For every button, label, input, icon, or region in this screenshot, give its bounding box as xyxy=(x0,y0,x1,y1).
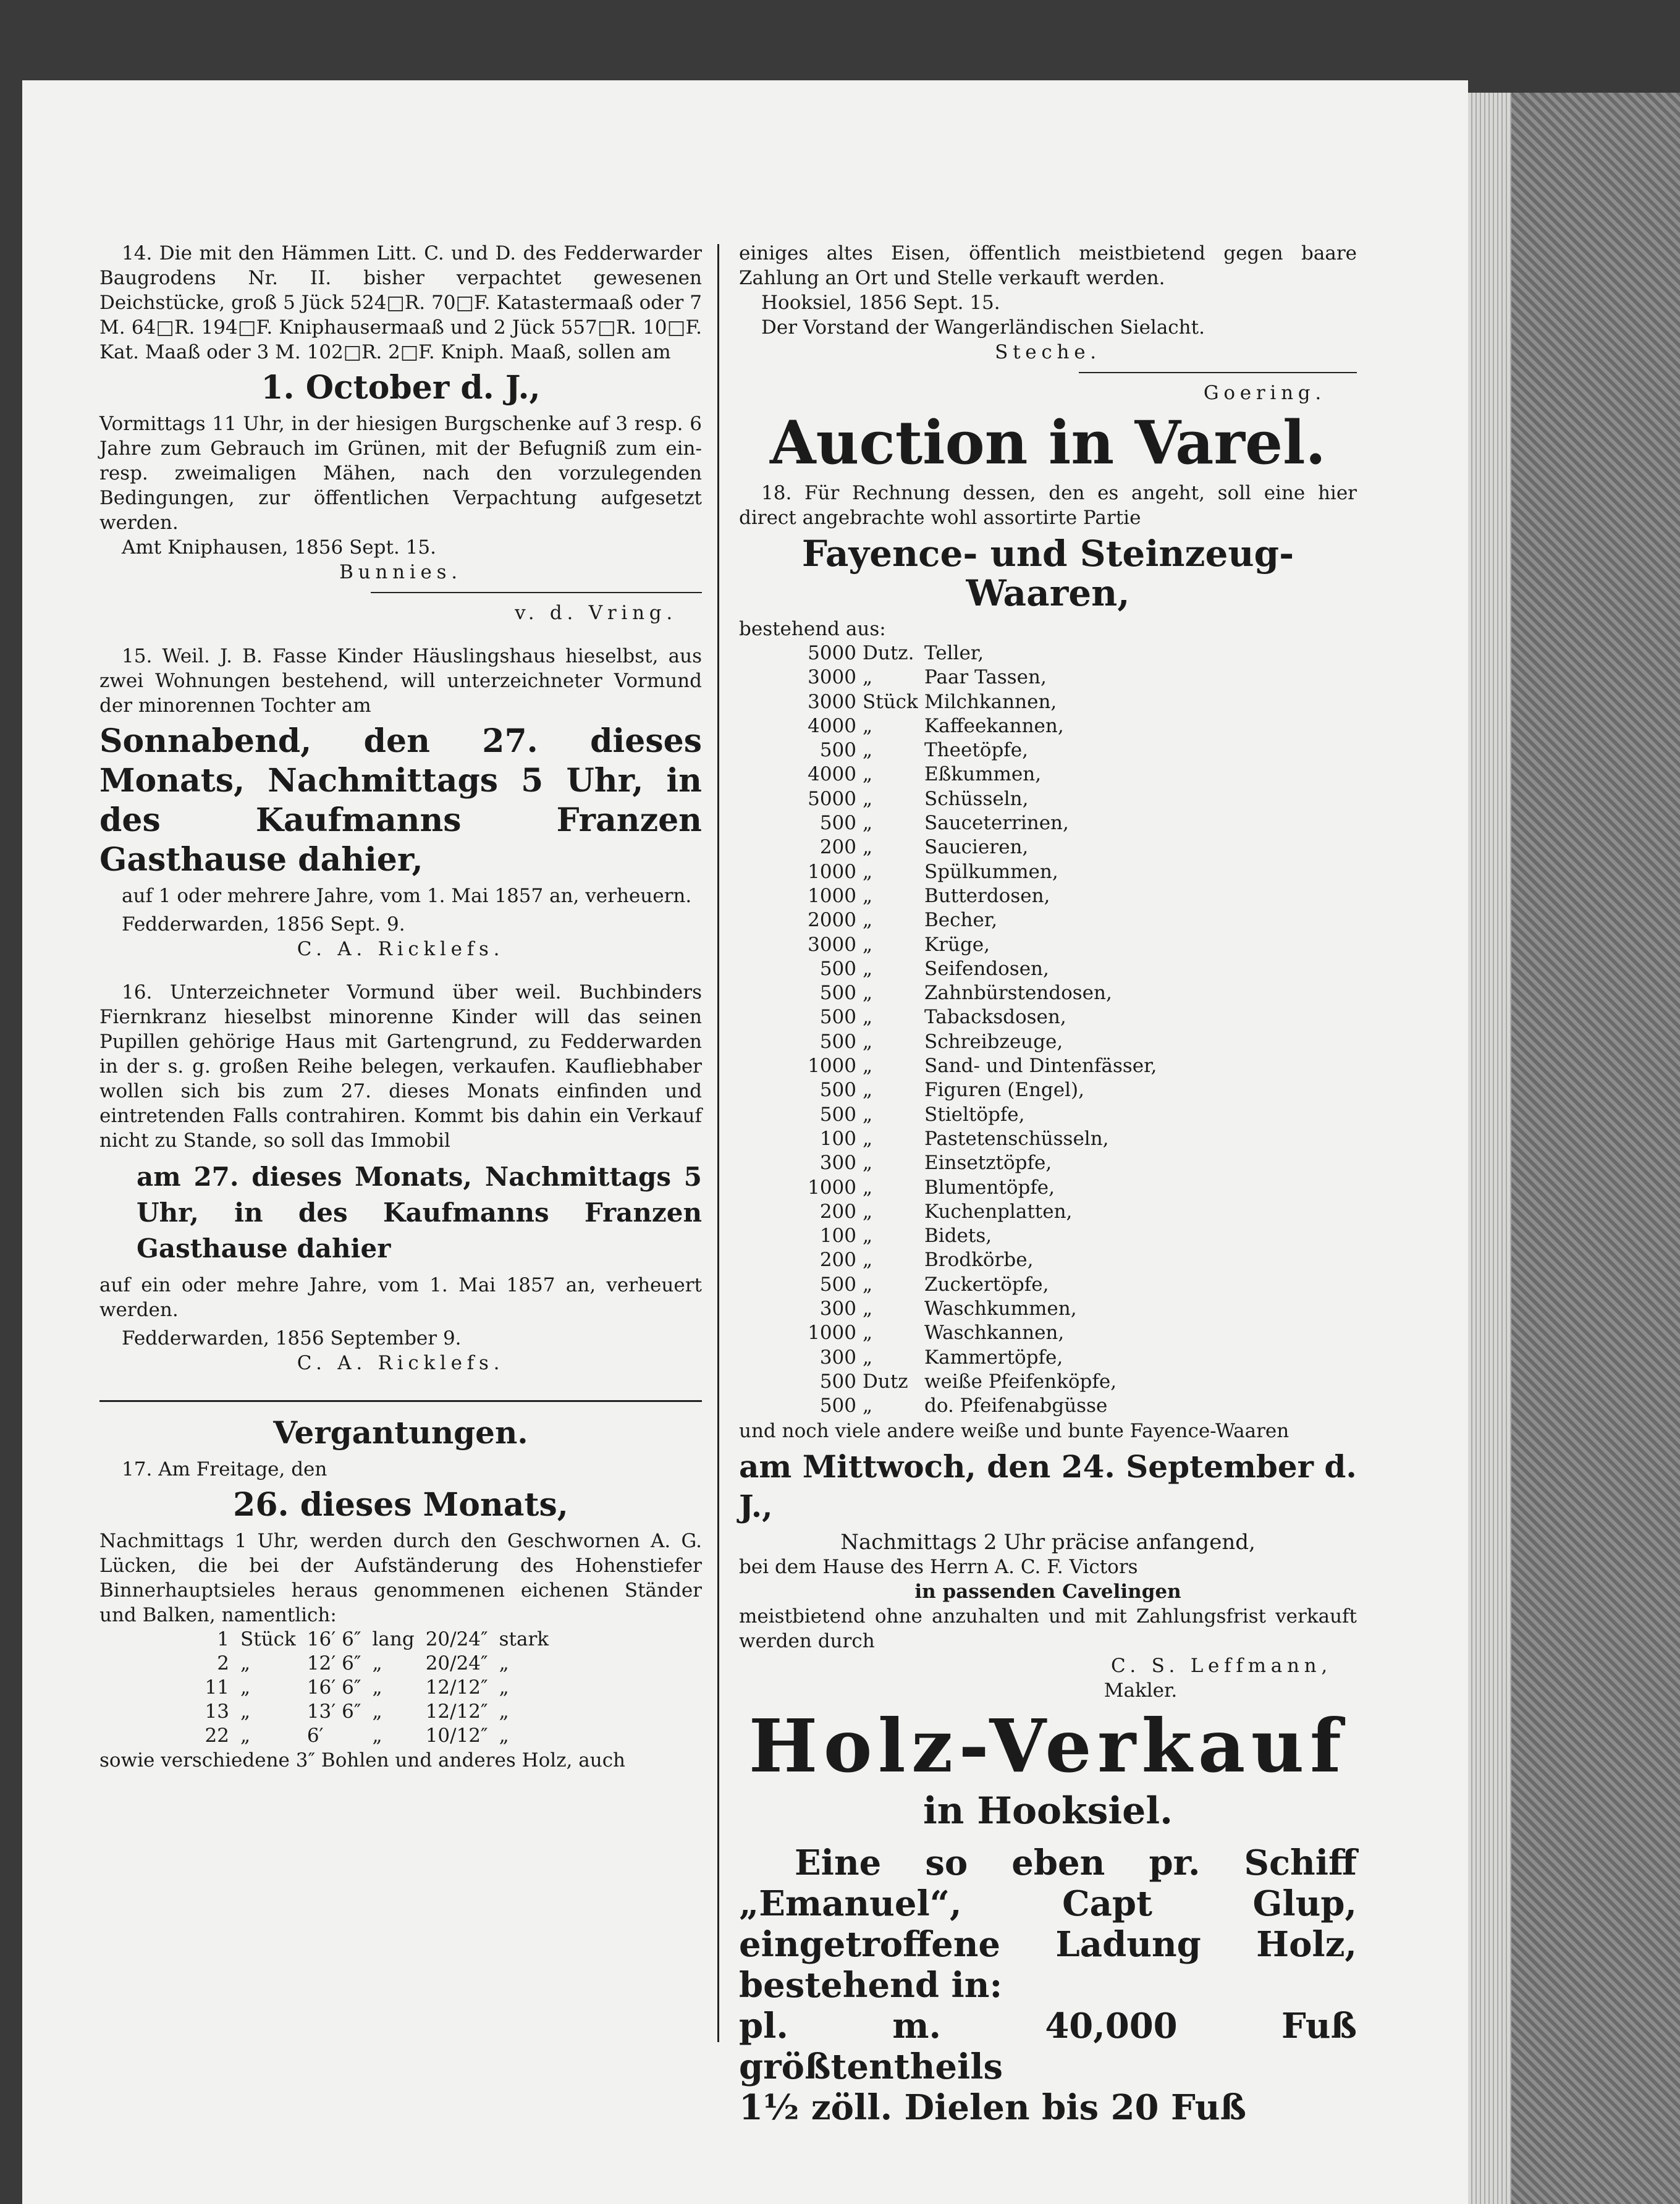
table-row: 2 „ 12′ 6″ „ 20/24″ „ xyxy=(217,1652,509,1674)
quantity-cell: 200 xyxy=(819,1249,856,1272)
quantity-cell: 500 xyxy=(819,1079,856,1102)
unit-cell: „ xyxy=(863,1127,873,1150)
item-name-cell: Stieltöpfe, xyxy=(924,1103,1025,1126)
quantity-cell: 200 xyxy=(819,836,856,859)
quantity-cell: 2000 xyxy=(808,909,856,932)
unit-cell: „ xyxy=(863,1322,873,1345)
quantity-cell: 3000 xyxy=(808,933,856,956)
ware-heading: Fayence- und Steinzeug-Waaren, xyxy=(801,533,1294,614)
item-name-cell: Teller, xyxy=(924,642,984,664)
quantity-cell: 1000 xyxy=(808,1176,856,1199)
quantity-cell: 500 xyxy=(819,1370,856,1393)
divider xyxy=(1079,372,1357,373)
quantity-cell: 500 xyxy=(819,1030,856,1053)
table-row xyxy=(764,787,1157,811)
page-edges xyxy=(1468,93,1511,2204)
quantity-cell: 300 xyxy=(819,1298,856,1320)
unit-cell: „ xyxy=(863,1395,873,1417)
unit-cell: „ xyxy=(863,1055,873,1078)
table-row xyxy=(764,908,1157,932)
quantity-cell: 1000 xyxy=(808,884,856,907)
timber-list xyxy=(192,1628,549,1748)
unit-cell: „ xyxy=(863,1079,873,1102)
notice-16-text: 16. Unterzeichneter Vormund über weil. Buchbinders Fiernkranz hieselbst minorenne Kinder will das seinen Pupillen gehörige Haus mit Gartengrund, zu Fedderwarden in der s. g. großen Reihe belegen, verkaufen. Kaufliebhaber wollen sich bis zum 27. dieses Monats einfinden und eintretenden Falls contrahiren. Kommt bis dahin ein Verkauf nicht zu Stande, so soll das Immobil xyxy=(99,981,702,1152)
item-name-cell: Schreibzeuge, xyxy=(924,1030,1063,1053)
divider xyxy=(371,592,702,593)
signature-goering: Goering. xyxy=(1203,382,1326,404)
item-name-cell: Zuckertöpfe, xyxy=(924,1273,1049,1296)
board-name: Der Vorstand der Wangerländischen Sielacht. xyxy=(761,316,1205,339)
quantity-cell: 500 xyxy=(819,739,856,762)
item-name-cell: Kuchenplatten, xyxy=(924,1200,1073,1223)
quantity-cell: 1000 xyxy=(808,1055,856,1078)
right-column xyxy=(739,241,1357,2128)
quantity-cell: 500 xyxy=(819,1273,856,1296)
wood-sale-title: Holz-Verkauf xyxy=(748,1702,1348,1789)
unit-cell: Stück xyxy=(863,690,918,713)
wood-sale-line-2: 1½ zöll. Dielen bis 20 Fuß xyxy=(739,2087,1247,2128)
unit-cell: „ xyxy=(863,1006,873,1029)
notice-17-intro: 17. Am Freitage, den xyxy=(122,1458,327,1480)
unit-cell: „ xyxy=(863,1200,873,1223)
table-row xyxy=(764,981,1157,1005)
notice-14-text: 14. Die mit den Hämmen Litt. C. und D. des Fedderwarder Baugrodens Nr. II. bisher verpachtet gewesenen Deichstücke, groß 5 Jück 524□R. 70□F. Katastermaaß oder 7 M. 64□R. 194□F. Kniphausermaaß und 2 Jück 557□R. 10□F. Kat. Maaß oder 3 M. 102□R. 2□F. Kniph. Maaß, sollen am xyxy=(99,242,702,363)
table-row xyxy=(764,1151,1157,1175)
table-row xyxy=(764,835,1157,859)
notice-15-text: 15. Weil. J. B. Fasse Kinder Häuslingshaus hieselbst, aus zwei Wohnungen bestehend, will unterzeichneter Vormund der minorennen Tochter am xyxy=(99,645,702,717)
item-name-cell: Figuren (Engel), xyxy=(924,1079,1084,1102)
table-row xyxy=(764,1273,1157,1297)
notice-16-place: Fedderwarden, 1856 September 9. xyxy=(122,1327,462,1349)
table-row: 13 „ 13′ 6″ „ 12/12″ „ xyxy=(205,1700,509,1723)
notice-14-signature-1: Bunnies. xyxy=(339,561,462,583)
item-name-cell: Becher, xyxy=(924,909,998,932)
notice-14-signature-2: v. d. Vring. xyxy=(515,602,677,624)
item-name-cell: Eßkummen, xyxy=(924,763,1042,786)
unit-cell: „ xyxy=(863,860,873,883)
item-name-cell: Butterdosen, xyxy=(924,884,1050,907)
quantity-cell: 4000 xyxy=(808,714,856,737)
notice-16-signature: C. A. Ricklefs. xyxy=(297,1352,505,1374)
unit-cell: „ xyxy=(863,1176,873,1199)
item-name-cell: Paar Tassen, xyxy=(924,666,1047,689)
quantity-cell: 100 xyxy=(819,1225,856,1248)
quantity-cell: 500 xyxy=(819,957,856,980)
quantity-cell: 4000 xyxy=(808,763,856,786)
unit-cell: „ xyxy=(863,909,873,932)
unit-cell: „ xyxy=(863,836,873,859)
notice-15-body: auf 1 oder mehrere Jahre, vom 1. Mai 1857 an, verheuern. xyxy=(122,885,692,907)
auction-lots: in passenden Cavelingen xyxy=(914,1580,1181,1603)
column-divider xyxy=(717,244,719,2042)
notice-16-date: am 27. dieses Monats, Nachmittags 5 Uhr, in des Kaufmanns Franzen Gasthause dahier xyxy=(137,1162,702,1264)
ware-list xyxy=(764,641,1157,1419)
table-row xyxy=(764,1030,1157,1054)
auction-date: am Mittwoch, den 24. September d. J., xyxy=(739,1448,1357,1524)
unit-cell: „ xyxy=(863,763,873,786)
book-binding xyxy=(1511,93,1680,2204)
notice-18-text: 18. Für Rechnung dessen, den es angeht, soll eine hier direct angebrachte wohl assortirte Partie xyxy=(739,482,1357,529)
notice-14-body: Vormittags 11 Uhr, in der hiesigen Burgschenke auf 3 resp. 6 Jahre zum Gebrauch im Grünen, mit der Befugniß zum ein- resp. zweimaligen Mähen, nach den vorzulegenden Bedingungen, zur öffentlichen Verpachtung aufgesetzt werden. xyxy=(99,413,702,534)
item-name-cell: Blumentöpfe, xyxy=(924,1176,1055,1199)
quantity-cell: 500 xyxy=(819,1006,856,1029)
more-goods: und noch viele andere weiße und bunte Fayence-Waaren xyxy=(739,1419,1290,1442)
unit-cell: „ xyxy=(863,1273,873,1296)
table-row xyxy=(764,1224,1157,1248)
broker-role: Makler. xyxy=(1104,1679,1178,1702)
item-name-cell: Einsetztöpfe, xyxy=(924,1152,1052,1175)
item-name-cell: Sauceterrinen, xyxy=(924,812,1069,835)
broker-signature: C. S. Leffmann, xyxy=(1111,1654,1332,1677)
notice-14-date: 1. October d. J., xyxy=(261,369,541,407)
item-name-cell: Sand- und Dintenfässer, xyxy=(924,1055,1157,1078)
quantity-cell: 1000 xyxy=(808,1322,856,1345)
notice-15-date: Sonnabend, den 27. dieses Monats, Nachmittags 5 Uhr, in des Kaufmanns Franzen Gasthause dahier, xyxy=(99,722,702,879)
unit-cell: „ xyxy=(863,787,873,810)
quantity-cell: 300 xyxy=(819,1152,856,1175)
item-name-cell: Kaffeekannen, xyxy=(924,714,1064,737)
item-name-cell: weiße Pfeifenköpfe, xyxy=(924,1370,1117,1393)
auction-sale-terms: meistbietend ohne anzuhalten und mit Zahlungsfrist verkauft werden durch xyxy=(739,1605,1357,1652)
wood-sale-location: in Hooksiel. xyxy=(922,1789,1173,1833)
notice-14-place: Amt Kniphausen, 1856 Sept. 15. xyxy=(122,536,436,559)
unit-cell: „ xyxy=(863,1030,873,1053)
item-name-cell: Zahnbürstendosen, xyxy=(924,982,1112,1005)
consisting-of: bestehend aus: xyxy=(739,618,886,640)
quantity-cell: 500 xyxy=(819,1103,856,1126)
unit-cell: „ xyxy=(863,739,873,762)
quantity-cell: 5000 xyxy=(808,787,856,810)
table-row xyxy=(764,811,1157,835)
table-row xyxy=(764,1321,1157,1345)
table-row xyxy=(764,1346,1157,1370)
item-name-cell: Bidets, xyxy=(924,1225,992,1248)
unit-cell: „ xyxy=(863,1298,873,1320)
item-name-cell: Tabacksdosen, xyxy=(924,1006,1066,1029)
unit-cell: „ xyxy=(863,1346,873,1369)
table-row xyxy=(764,665,1157,690)
notice-15-place: Fedderwarden, 1856 Sept. 9. xyxy=(122,913,405,935)
unit-cell: „ xyxy=(863,666,873,689)
notice-15-signature: C. A. Ricklefs. xyxy=(297,938,505,960)
quantity-cell: 500 xyxy=(819,812,856,835)
item-name-cell: Theetöpfe, xyxy=(924,739,1028,762)
table-row xyxy=(764,1078,1157,1102)
table-row xyxy=(764,1248,1157,1272)
notice-17-body: Nachmittags 1 Uhr, werden durch den Geschwornen A. G. Lücken, die bei der Aufständerung des Hohenstiefer Binnerhauptsieles heraus genommenen eichenen Ständer und Balken, namentlich: xyxy=(99,1530,702,1626)
item-name-cell: do. Pfeifenabgüsse xyxy=(924,1395,1108,1417)
table-row xyxy=(764,1200,1157,1224)
item-name-cell: Krüge, xyxy=(924,933,990,956)
table-row xyxy=(764,1054,1157,1078)
item-name-cell: Brodkörbe, xyxy=(924,1249,1034,1272)
auction-time: Nachmittags 2 Uhr präcise anfangend, xyxy=(840,1529,1256,1555)
section-heading-vergantungen: Vergantungen. xyxy=(273,1414,528,1451)
table-row xyxy=(764,957,1157,981)
table-row: 1 Stück 16′ 6″ lang 20/24″ stark xyxy=(217,1628,549,1650)
unit-cell: „ xyxy=(863,1249,873,1272)
auction-title: Auction in Varel. xyxy=(770,408,1326,478)
divider xyxy=(99,1400,702,1402)
table-row xyxy=(764,762,1157,787)
item-name-cell: Kammertöpfe, xyxy=(924,1346,1063,1369)
table-row xyxy=(764,1176,1157,1200)
table-row xyxy=(764,641,1157,665)
item-name-cell: Seifendosen, xyxy=(924,957,1049,980)
table-row: 11 „ 16′ 6″ „ 12/12″ „ xyxy=(205,1676,509,1699)
table-row xyxy=(764,1103,1157,1127)
item-name-cell: Spülkummen, xyxy=(924,860,1058,883)
unit-cell: „ xyxy=(863,957,873,980)
unit-cell: Dutz. xyxy=(863,642,914,664)
item-name-cell: Saucieren, xyxy=(924,836,1029,859)
notice-17-tail: sowie verschiedene 3″ Bohlen und anderes Holz, auch xyxy=(99,1749,626,1771)
unit-cell: „ xyxy=(863,1152,873,1175)
signature-steche: Steche. xyxy=(995,341,1101,363)
table-row xyxy=(764,1005,1157,1029)
item-name-cell: Pastetenschüsseln, xyxy=(924,1127,1109,1150)
newspaper-page xyxy=(22,80,1468,2204)
quantity-cell: 200 xyxy=(819,1200,856,1223)
unit-cell: „ xyxy=(863,933,873,956)
auction-house: bei dem Hause des Herrn A. C. F. Victors xyxy=(739,1555,1138,1578)
table-row xyxy=(764,1394,1157,1418)
quantity-cell: 3000 xyxy=(808,666,856,689)
quantity-cell: 3000 xyxy=(808,690,856,713)
table-row xyxy=(764,1370,1157,1394)
quantity-cell: 5000 xyxy=(808,642,856,664)
unit-cell: „ xyxy=(863,1103,873,1126)
table-row xyxy=(764,714,1157,738)
hooksiel-place: Hooksiel, 1856 Sept. 15. xyxy=(761,292,1000,314)
quantity-cell: 500 xyxy=(819,1395,856,1417)
unit-cell: „ xyxy=(863,1225,873,1248)
quantity-cell: 1000 xyxy=(808,860,856,883)
unit-cell: „ xyxy=(863,884,873,907)
continued-text: einiges altes Eisen, öffentlich meistbietend gegen baare Zahlung an Ort und Stelle verkauft werden. xyxy=(739,242,1357,289)
table-row xyxy=(764,738,1157,762)
quantity-cell: 300 xyxy=(819,1346,856,1369)
wood-sale-line-1: pl. m. 40,000 Fuß größtentheils xyxy=(739,2005,1357,2087)
notice-17-date: 26. dieses Monats, xyxy=(233,1486,568,1524)
table-row xyxy=(764,1127,1157,1151)
item-name-cell: Milchkannen, xyxy=(924,690,1057,713)
table-row xyxy=(764,884,1157,908)
item-name-cell: Waschkannen, xyxy=(924,1322,1065,1345)
table-row xyxy=(764,933,1157,957)
left-column xyxy=(99,241,702,1773)
item-name-cell: Waschkummen, xyxy=(924,1298,1077,1320)
quantity-cell: 500 xyxy=(819,982,856,1005)
table-row xyxy=(764,1297,1157,1321)
unit-cell: Dutz xyxy=(863,1370,908,1393)
quantity-cell: 100 xyxy=(819,1127,856,1150)
unit-cell: „ xyxy=(863,812,873,835)
unit-cell: „ xyxy=(863,982,873,1005)
table-row: 22 „ 6′ „ 10/12″ „ xyxy=(205,1725,509,1747)
wood-sale-body: Eine so eben pr. Schiff „Emanuel“, Capt Glup, eingetroffene Ladung Holz, bestehend in: xyxy=(739,1842,1357,2006)
table-row xyxy=(764,860,1157,884)
notice-16-body: auf ein oder mehre Jahre, vom 1. Mai 1857 an, verheuert werden. xyxy=(99,1274,702,1321)
item-name-cell: Schüsseln, xyxy=(924,787,1029,810)
unit-cell: „ xyxy=(863,714,873,737)
table-row xyxy=(764,690,1157,714)
